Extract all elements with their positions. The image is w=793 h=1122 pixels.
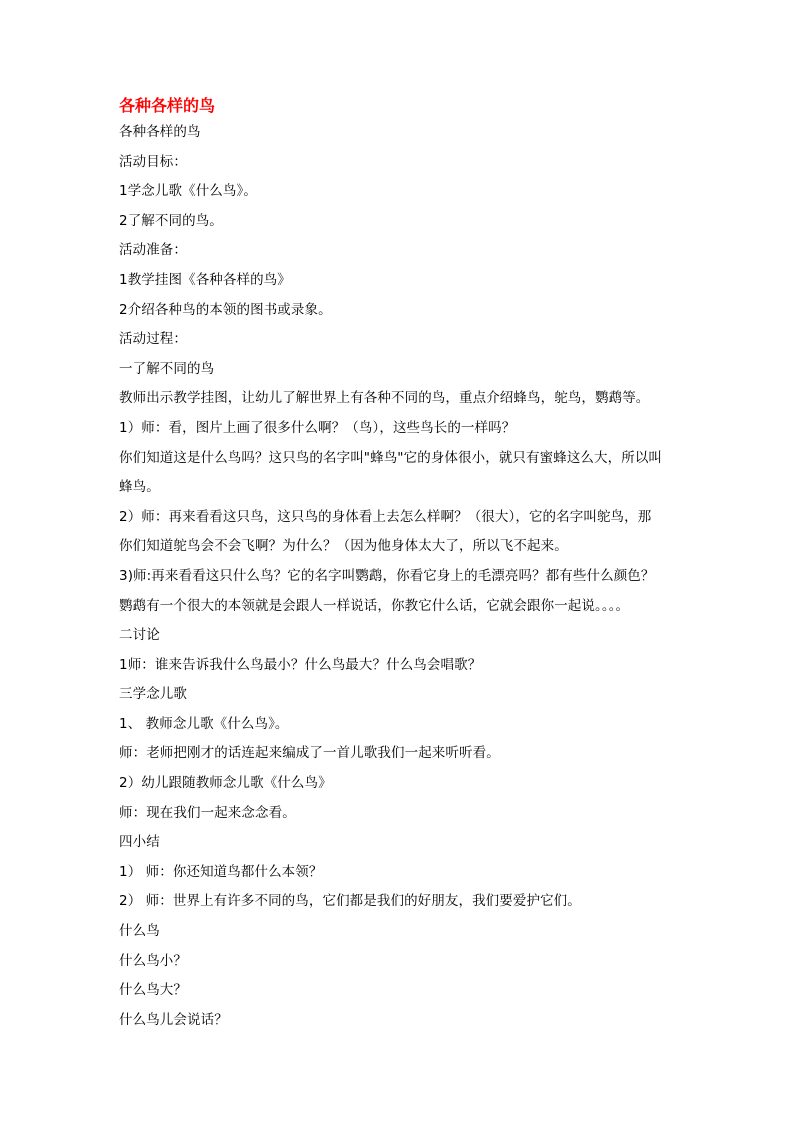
section-heading-goals: 活动目标： [119,153,187,170]
paragraph-line: 2）师：再来看看这只鸟，这只鸟的身体看上去怎么样啊？（很大），它的名字叫鸵鸟，那 [119,508,652,525]
paragraph-line: 你们知道鸵鸟会不会飞啊？为什么？（因为他身体太大了，所以飞不起来。 [119,538,568,555]
section-heading-preparation: 活动准备： [119,242,187,259]
paragraph-line: 1） 师：你还知道鸟都什么本领？ [119,863,323,880]
paragraph-line: 2） 师：世界上有许多不同的鸟，它们都是我们的好朋友，我们要爱护它们。 [119,893,581,910]
goal-item: 2了解不同的鸟。 [119,212,223,229]
preparation-item: 2介绍各种鸟的本领的图书或录象。 [119,301,332,318]
paragraph-line: 2）幼儿跟随教师念儿歌《什么鸟》 [119,775,332,792]
document-title: 各种各样的鸟 [119,96,216,115]
paragraph-line: 3)师:再来看看这只什么鸟？它的名字叫鹦鹉，你看它身上的毛漂亮吗？都有些什么颜色？ [119,567,655,584]
document-body [119,94,679,1035]
paragraph-line: 鹦鹉有一个很大的本领就是会跟人一样说话，你教它什么话，它就会跟你一起说。。。。 [119,597,630,614]
rhyme-line: 什么鸟小？ [119,952,187,969]
paragraph-line: 1师：谁来告诉我什么鸟最小？什么鸟最大？什么鸟会唱歌？ [119,656,482,673]
subtitle-line: 各种各样的鸟 [119,124,201,140]
paragraph-line: 你们知道这是什么鸟吗？这只鸟的名字叫"蜂鸟"它的身体很小，就只有蜜蜂这么大，所以叫 [119,449,663,466]
rhyme-line: 什么鸟大？ [119,982,187,999]
process-step-heading: 一了解不同的鸟 [119,360,215,377]
section-heading-process: 活动过程： [119,331,187,348]
paragraph-line: 师：现在我们一起来念念看。 [119,804,296,821]
paragraph-line: 教师出示教学挂图，让幼儿了解世界上有各种不同的鸟，重点介绍蜂鸟，鸵鸟，鹦鹉等。 [119,390,650,407]
goal-item: 1学念儿歌《什么鸟》。 [119,183,257,200]
preparation-item: 1教学挂图《各种各样的鸟》 [119,271,291,288]
process-step-heading: 二讨论 [119,627,160,644]
rhyme-title: 什么鸟 [119,923,160,940]
paragraph-line: 1、 教师念儿歌《什么鸟》。 [119,715,289,732]
paragraph-line: 1）师：看，图片上画了很多什么啊？（鸟），这些鸟长的一样吗？ [119,419,516,436]
process-step-heading: 四小结 [119,834,160,851]
process-step-heading: 三学念儿歌 [119,686,187,703]
paragraph-line: 师：老师把刚才的话连起来编成了一首儿歌我们一起来听听看。 [119,745,500,762]
rhyme-line: 什么鸟儿会说话？ [119,1011,228,1028]
paragraph-line: 蜂鸟。 [119,479,160,496]
